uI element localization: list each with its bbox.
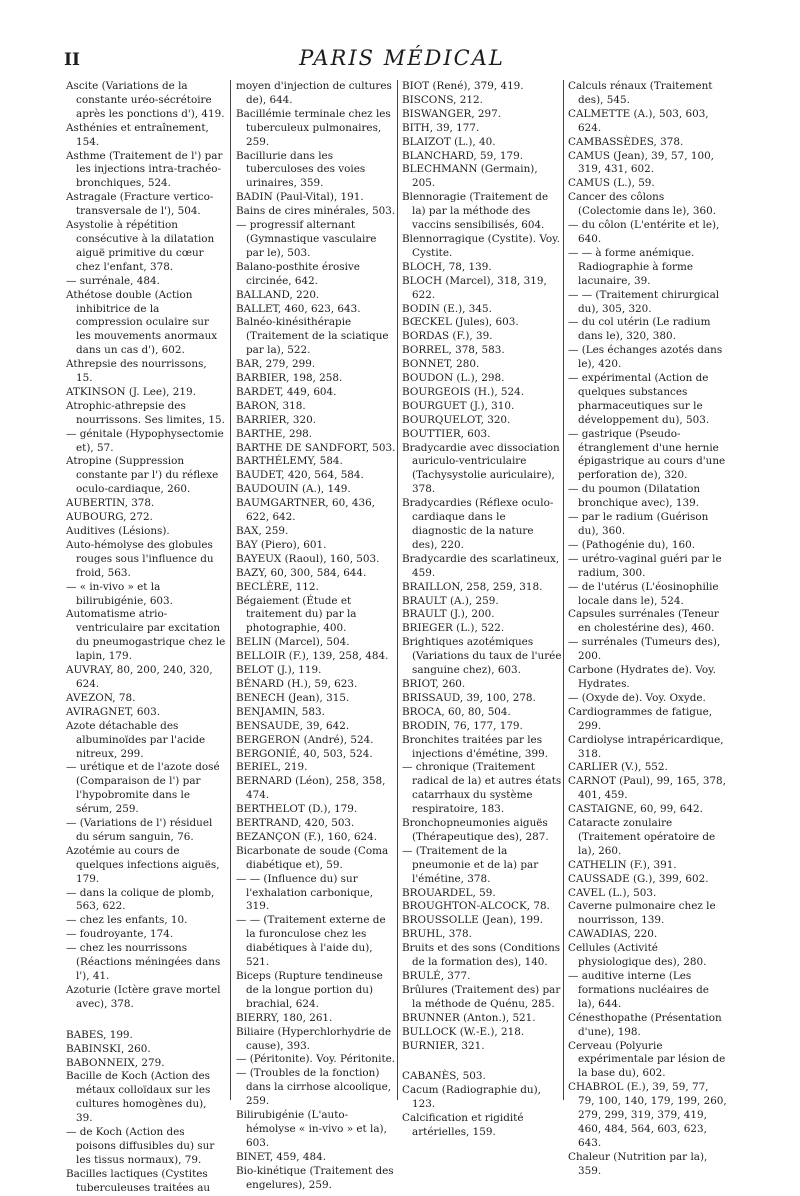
index-entry: CABANÈS, 503. <box>402 1070 486 1083</box>
index-entry: — — (Influence du) sur l'exhalation carbonique, 319. <box>236 872 374 913</box>
index-entry: CAMBASSÈDES, 378. <box>568 135 684 148</box>
index-entry: Carbone (Hydrates de). Voy. Hydrates. <box>568 664 716 690</box>
index-entry: BROUARDEL, 59. <box>402 886 496 899</box>
index-entry: Balnéo-kinésithérapie (Traitement de la sciatique par la), 522. <box>236 316 389 357</box>
index-entry: Biceps (Rupture tendineuse de la longue portion du) brachial, 624. <box>236 970 383 1010</box>
index-entry: Brightiques azotémiques (Variations du taux de l'urée sanguine chez), 603. <box>402 636 562 677</box>
index-entry: Athrepsie des nourrissons, 15. <box>66 358 207 385</box>
index-entry: — « in-vivo » et la bilirubigénie, 603. <box>66 580 173 607</box>
index-entry: BLECHMANN (Germain), 205. <box>402 163 538 190</box>
index-entry: BROUGHTON-ALCOCK, 78. <box>402 900 550 913</box>
index-entry: BRAULT (J.), 200. <box>402 608 495 621</box>
index-entry: Cénesthopathe (Présentation d'une), 198. <box>568 1011 722 1038</box>
index-entry: BRUHL, 378. <box>402 928 472 941</box>
index-entry: Bicarbonate de soude (Coma diabétique et), 59. <box>236 844 389 871</box>
index-entry: BAYEUX (Raoul), 160, 503. <box>236 552 380 565</box>
index-entry: Cancer des côlons (Colectomie dans le), 360. <box>568 191 717 218</box>
index-entry: BELIN (Marcel), 504. <box>236 636 350 649</box>
index-entry: Blennorragique (Cystite). Voy. Cystite. <box>402 232 560 259</box>
index-entry: Caverne pulmonaire chez le nourrisson, 139. <box>568 900 716 927</box>
index-entry: — génitale (Hypophysectomie et), 57. <box>66 427 224 454</box>
index-entry: CAWADIAS, 220. <box>568 928 658 941</box>
index-entry: BRIEGER (L.), 522. <box>402 622 505 635</box>
index-entry: BAUDET, 420, 564, 584. <box>236 469 364 482</box>
index-entry: CARNOT (Paul), 99, 165, 378, 401, 459. <box>568 775 726 802</box>
index-entry: — (Variations de l') résiduel du sérum sanguin, 76. <box>66 817 213 843</box>
index-entry: BURNIER, 321. <box>402 1039 485 1052</box>
index-entry: BŒCKEL (Jules), 603. <box>402 316 519 329</box>
index-entry: Bruits et des sons (Conditions de la formation des), 140. <box>402 942 561 969</box>
index-entry: CARLIER (V.), 552. <box>568 761 668 774</box>
index-entry: BABES, 199. <box>66 1028 133 1041</box>
index-entry: Brûlures (Traitement des) par la méthode de Quénu, 285. <box>402 983 561 1010</box>
index-entry: — urétro-vaginal guéri par le radium, 300. <box>568 552 722 579</box>
index-entry: Atrophic-athrepsie des nourrissons. Ses limites, 15. <box>66 399 225 426</box>
index-entry: BOURGUET (J.), 310. <box>402 399 515 412</box>
index-entry: BODIN (E.), 345. <box>402 302 492 315</box>
index-entry: Asthme (Traitement de l') par les injections intra-trachéo-bronchiques, 524. <box>66 149 223 190</box>
index-entry: BAY (Piero), 601. <box>236 538 327 551</box>
index-entry: CALMETTE (A.), 503, 603, 624. <box>568 107 709 134</box>
index-entry: — — à forme anémique. Radiographie à forme lacunaire, 39. <box>568 246 695 287</box>
column-divider <box>230 80 231 1100</box>
index-entry: Cardiogrammes de fatigue, 299. <box>568 705 713 732</box>
index-entry: Athétose double (Action inhibitrice de la compression oculaire sur les mouvements anormaux dans un cas d'), 602. <box>66 288 218 357</box>
index-entry: BIOT (René), 379, 419. <box>402 80 524 92</box>
page-header <box>62 44 742 74</box>
index-entry: — (Péritonite). Voy. Péritonite. <box>236 1053 396 1066</box>
index-entry: Balano-posthite érosive circinée, 642. <box>236 260 360 287</box>
index-column-1 <box>66 80 226 1194</box>
index-entry: BISWANGER, 297. <box>402 107 502 120</box>
index-entry: — progressif alternant (Gymnastique vasculaire par le), 503. <box>236 219 377 259</box>
index-entry: Bacillurie dans les tuberculoses des voies urinaires, 359. <box>236 149 366 190</box>
index-entry: Blennoragie (Traitement de la) par la méthode des vaccins sensibilisés, 604. <box>402 191 549 232</box>
index-entry: BERNARD (Léon), 258, 358, 474. <box>236 775 386 802</box>
index-entry: BERTHELOT (D.), 179. <box>236 803 358 816</box>
index-entry: Cardiolyse intrapéricardique, 318. <box>568 733 724 760</box>
index-entry: Bilirubigénie (L'auto-hémolyse « in-vivo » et la), 603. <box>236 1109 387 1149</box>
index-entry: BARTHÉLEMY, 584. <box>236 455 343 468</box>
index-entry: BABINSKI, 260. <box>66 1042 151 1055</box>
index-entry: BAX, 259. <box>236 525 289 537</box>
index-entry: BARTHE, 298. <box>236 427 313 440</box>
index-entry: BARRIER, 320. <box>236 413 317 426</box>
index-entry: moyen d'injection de cultures de), 644. <box>236 80 392 106</box>
index-entry: BARDET, 449, 604. <box>236 385 337 398</box>
index-entry: Bains de cires minérales, 503. <box>236 205 396 218</box>
running-title: PARIS MÉDICAL <box>299 46 505 70</box>
index-entry: Asystolie à répétition consécutive à la dilatation aiguë primitive du cœur chez l'enfant, 378. <box>66 219 215 273</box>
index-entry: BOUTTIER, 603. <box>402 427 491 440</box>
column-divider <box>563 80 564 1100</box>
index-entry: Ascite (Variations de la constante uréo-sécrétoire après les ponctions d'), 419. <box>66 80 225 120</box>
index-entry: — urétique et de l'azote dosé (Comparaison de l') par l'hypobromite dans le sérum, 259. <box>66 761 220 816</box>
index-entry: BINET, 459, 484. <box>236 1150 326 1163</box>
index-entry: Bronchites traitées par les injections d'émétine, 399. <box>402 733 549 760</box>
index-entry: — (Pathogénie du), 160. <box>568 538 695 551</box>
index-entry: BERTRAND, 420, 503. <box>236 817 355 830</box>
index-entry: — foudroyante, 174. <box>66 928 174 941</box>
index-column-3 <box>402 80 562 1139</box>
index-entry: — (Oxyde de). Voy. Oxyde. <box>568 691 706 704</box>
index-entry: AUVRAY, 80, 200, 240, 320, 624. <box>66 664 213 690</box>
index-entry: Azote détachable des albuminoïdes par l'acide nitreux, 299. <box>66 719 206 760</box>
index-entry: BRIOT, 260. <box>402 677 466 690</box>
index-entry: Calcification et rigidité artérielles, 159. <box>402 1112 524 1139</box>
index-entry: BECLÈRE, 112. <box>236 580 319 593</box>
index-entry: BONNET, 280. <box>402 358 480 371</box>
index-entry: BAUDOUIN (A.), 149. <box>236 483 351 496</box>
index-entry: Bégaiement (Étude et traitement du) par la photographie, 400. <box>236 594 357 635</box>
index-entry: CAUSSADE (G.), 399, 602. <box>568 872 709 885</box>
index-entry: — du col utérin (Le radium dans le), 320, 380. <box>568 316 711 343</box>
index-entry: — du côlon (L'entérite et le), 640. <box>568 219 720 245</box>
index-entry: BARON, 318. <box>236 399 306 412</box>
index-entry: BALLAND, 220. <box>236 288 320 301</box>
index-entry: BAUMGARTNER, 60, 436, 622, 642. <box>236 497 375 524</box>
index-entry: ATKINSON (J. Lee), 219. <box>66 385 196 398</box>
index-entry: Auditives (Lésions). <box>66 525 170 537</box>
index-entry: Asthénies et entraînement, 154. <box>66 121 209 148</box>
index-entry: BULLOCK (W.-E.), 218. <box>402 1025 525 1038</box>
index-entry: Bradycardie avec dissociation auriculo-ventriculaire (Tachysystolie auriculaire), 378. <box>402 441 560 496</box>
index-entry: BRUNNER (Anton.), 521. <box>402 1011 536 1024</box>
index-entry: BLAIZOT (L.), 40. <box>402 135 496 148</box>
page-number: II <box>64 50 80 70</box>
index-entry: Bacille de Koch (Action des métaux colloïdaux sur les cultures homogènes du), 39. <box>66 1070 211 1125</box>
index-entry: — de Koch (Action des poisons diffusibles du) sur les tissus normaux), 79. <box>66 1126 215 1166</box>
index-entry: CASTAIGNE, 60, 99, 642. <box>568 803 703 816</box>
index-entry: BENSAUDE, 39, 642. <box>236 719 350 732</box>
index-entry: CATHELIN (F.), 391. <box>568 858 677 871</box>
index-entry: BENJAMIN, 583. <box>236 705 325 718</box>
index-entry: — — (Traitement chirurgical du), 305, 320. <box>568 288 720 315</box>
index-entry: BARBIER, 198, 258. <box>236 372 343 385</box>
index-entry: BENECH (Jean), 315. <box>236 691 350 704</box>
index-entry: — dans la colique de plomb, 563, 622. <box>66 886 215 913</box>
index-entry: Cacum (Radiographie du), 123. <box>402 1084 541 1111</box>
index-entry: BERGERON (André), 524. <box>236 733 374 746</box>
index-entry: — par le radium (Guérison du), 360. <box>568 511 709 537</box>
index-entry: — chez les nourrissons (Réactions méningées dans l'), 41. <box>66 942 221 982</box>
index-entry: BITH, 39, 177. <box>402 121 480 134</box>
index-entry: BRODIN, 76, 177, 179. <box>402 719 523 732</box>
index-entry: BÉNARD (H.), 59, 623. <box>236 677 358 690</box>
column-divider <box>397 80 398 1100</box>
index-entry: BADIN (Paul-Vital), 191. <box>236 191 364 204</box>
index-entry: — gastrique (Pseudo-étranglement d'une hernie épigastrique au cours d'une perforation de), 320. <box>568 427 726 482</box>
index-entry: — chez les enfants, 10. <box>66 914 188 927</box>
index-entry: BIERRY, 180, 261. <box>236 1011 333 1024</box>
index-entry: Azotémie au cours de quelques infections aiguës, 179. <box>66 844 220 885</box>
index-entry: — chronique (Traitement radical de la) et autres états catarrhaux du système respiratoire, 183. <box>402 761 562 816</box>
index-columns <box>66 80 746 1194</box>
index-entry: — expérimental (Action de quelques substances pharmaceutiques sur le développement du), 503. <box>568 372 710 426</box>
index-entry: BRAILLON, 258, 259, 318. <box>402 580 543 593</box>
index-entry: BABONNEIX, 279. <box>66 1056 165 1069</box>
index-entry: Cellules (Activité physiologique des), 280. <box>568 942 707 969</box>
index-entry: BLOCH, 78, 139. <box>402 260 492 273</box>
index-entry: Biliaire (Hyperchlorhydrie de cause), 393. <box>236 1025 392 1052</box>
index-entry: BOURGEOIS (H.), 524. <box>402 385 525 398</box>
index-entry: BARTHE DE SANDFORT, 503. <box>236 441 396 454</box>
index-entry: BOURQUELOT, 320. <box>402 413 511 426</box>
index-entry: BAR, 279, 299. <box>236 358 316 371</box>
index-entry: BLOCH (Marcel), 318, 319, 622. <box>402 274 547 301</box>
index-entry: Cerveau (Polyurie expérimentale par lésion de la base du), 602. <box>568 1039 726 1080</box>
index-entry: — auditive interne (Les formations nucléaires de la), 644. <box>568 970 709 1010</box>
index-entry: Capsules surrénales (Teneur en cholestérine des), 460. <box>568 608 719 635</box>
index-entry: Bacilles lactiques (Cystites tuberculeuses traitées au <box>66 1167 211 1194</box>
index-entry: BLANCHARD, 59, 179. <box>402 149 523 162</box>
index-entry: BRISSAUD, 39, 100, 278. <box>402 691 536 704</box>
index-entry: Bradycardie des scarlatineux, 459. <box>402 552 560 579</box>
index-entry: Calculs rénaux (Traitement des), 545. <box>568 80 713 106</box>
index-entry: BELLOIR (F.), 139, 258, 484. <box>236 650 389 663</box>
index-entry: Bacillémie terminale chez les tuberculeux pulmonaires, 259. <box>236 107 391 148</box>
index-entry: BEZANÇON (F.), 160, 624. <box>236 830 378 843</box>
index-entry: Auto-hémolyse des globules rouges sous l'influence du froid, 563. <box>66 538 214 579</box>
index-entry: AVEZON, 78. <box>66 691 136 704</box>
index-entry: CHABROL (E.), 39, 59, 77, 79, 100, 140, 179, 199, 260, 279, 299, 319, 379, 419, 460, 484, 564, 603, 623, 643. <box>568 1081 727 1149</box>
index-entry: BRAULT (A.), 259. <box>402 594 499 607</box>
index-entry: — surrénales (Tumeurs des), 200. <box>568 636 721 663</box>
index-entry: Cataracte zonulaire (Traitement opératoire de la), 260. <box>568 817 716 857</box>
index-entry: Atropine (Suppression constante par l') du réflexe oculo-cardiaque, 260. <box>66 455 219 496</box>
index-entry: Chaleur (Nutrition par la), 359. <box>568 1150 708 1177</box>
index-entry: — (Les échanges azotés dans le), 420. <box>568 344 723 371</box>
index-column-4 <box>568 80 728 1177</box>
index-entry: CAMUS (L.), 59. <box>568 177 655 190</box>
index-entry: Bio-kinétique (Traitement des engelures), 259. <box>236 1164 394 1191</box>
index-entry: BROUSSOLLE (Jean), 199. <box>402 914 544 927</box>
index-entry: BELOT (J.), 119. <box>236 664 322 677</box>
index-entry: — (Troubles de la fonction) dans la cirrhose alcoolique, 259. <box>236 1067 392 1108</box>
index-entry: BERIEL, 219. <box>236 761 308 774</box>
index-entry: BORDAS (F.), 39. <box>402 330 493 343</box>
index-entry: Bradycardies (Réflexe oculo-cardiaque dans le diagnostic de la nature des), 220. <box>402 497 554 551</box>
index-entry: BAZY, 60, 300, 584, 644. <box>236 566 367 579</box>
index-entry: BALLET, 460, 623, 643. <box>236 302 361 315</box>
index-entry: CAVEL (L.), 503. <box>568 886 657 899</box>
index-entry: Astragale (Fracture vertico-transversale de l'), 504. <box>66 191 214 218</box>
index-entry: — du poumon (Dilatation bronchique avec), 139. <box>568 483 701 510</box>
index-entry: BOUDON (L.), 298. <box>402 372 505 385</box>
index-entry: AUBOURG, 272. <box>66 511 153 524</box>
index-entry: AUBERTIN, 378. <box>66 497 155 510</box>
index-entry: BRULÉ, 377. <box>402 970 471 982</box>
index-entry: Bronchopneumonies aiguës (Thérapeutique des), 287. <box>402 817 549 843</box>
index-entry: AVIRAGNET, 603. <box>66 705 161 718</box>
index-entry: BERGONIÉ, 40, 503, 524. <box>236 747 373 760</box>
index-entry: — de l'utérus (L'éosinophilie locale dans le), 524. <box>568 580 719 607</box>
index-entry: — — (Traitement externe de la furonculose chez les diabétiques à l'aide du), 521. <box>236 914 386 969</box>
index-entry: Automatisme atrio-ventriculaire par excitation du pneumogastrique chez le lapin, 179. <box>66 608 226 663</box>
index-entry: — surrénale, 484. <box>66 274 160 287</box>
index-column-2 <box>236 80 396 1191</box>
index-entry: BISCONS, 212. <box>402 93 483 106</box>
index-entry: BROCA, 60, 80, 504. <box>402 705 511 718</box>
index-entry: — (Traitement de la pneumonie et de la) par l'émétine, 378. <box>402 844 539 885</box>
index-entry: Azoturie (Ictère grave mortel avec), 378. <box>66 983 221 1010</box>
index-entry: BORREL, 378, 583. <box>402 344 505 357</box>
index-entry: CAMUS (Jean), 39, 57, 100, 319, 431, 602. <box>568 149 714 176</box>
